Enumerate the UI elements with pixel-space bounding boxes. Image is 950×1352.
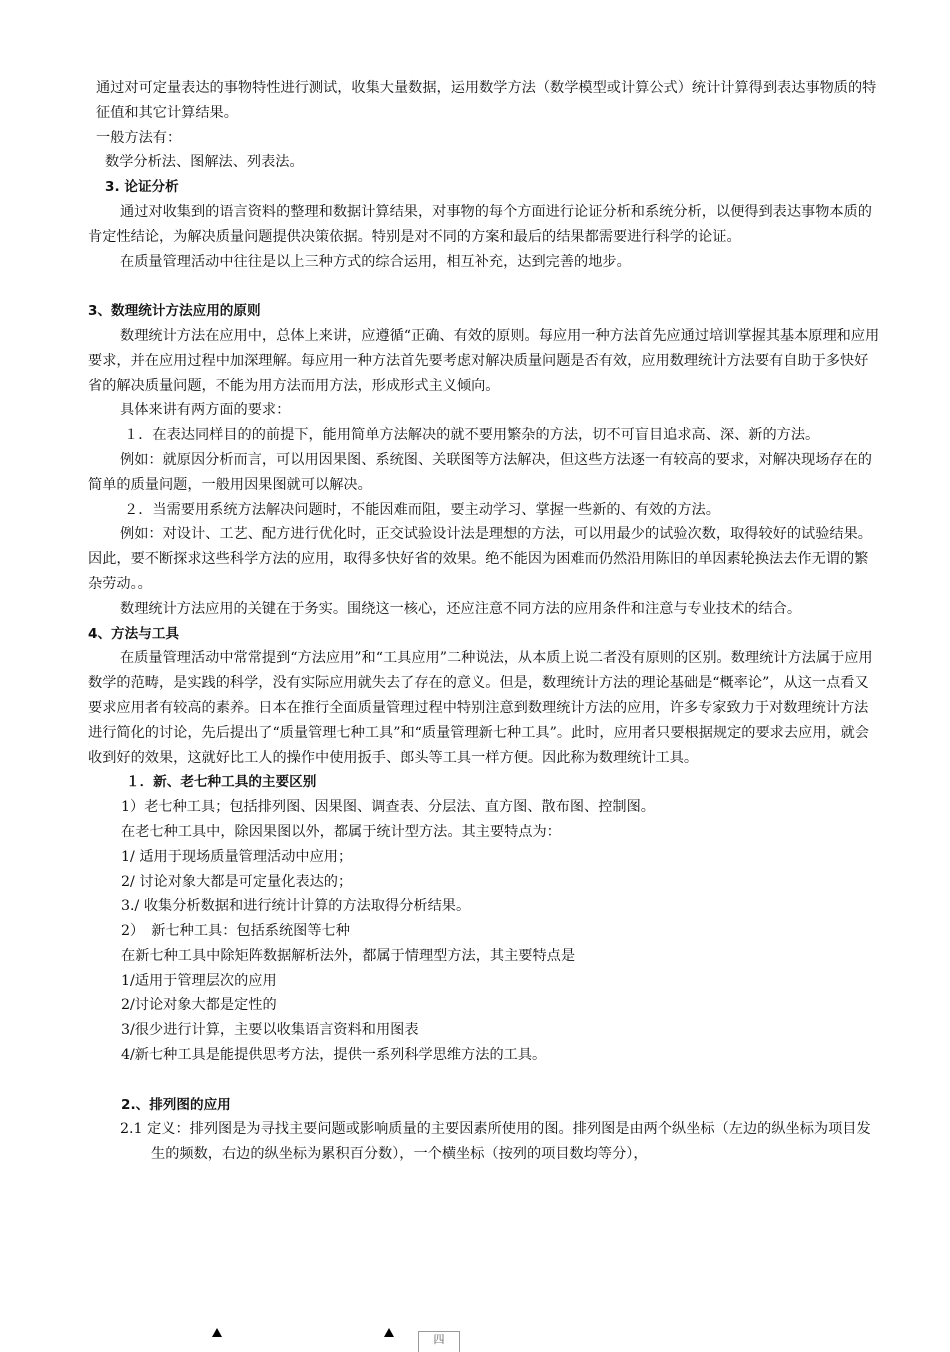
paragraph: 在老七种工具中，除因果图以外，都属于统计型方法。其主要特点为：	[121, 823, 561, 840]
subsection-heading: １．新、老七种工具的主要区别	[126, 774, 317, 791]
paragraph: 在新七种工具中除矩阵数据解析法外，都属于情理型方法，其主要特点是	[121, 947, 576, 964]
list-item: 4/新七种工具是能提供思考方法，提供一系列科学思维方法的工具。	[121, 1047, 547, 1064]
up-arrow-icon	[212, 1328, 222, 1337]
paragraph: 数理统计方法在应用中，总体上来讲，应遵循“正确、有效的原则。每应用一种方法首先应通过培训掌握其基本原理和应用要求，并在应用过程中加深理解。每应用一种方法首先要考虑对解决质量问题是否有效，应用数理统计方法要有自助于多快好省的解决质量问题，不能为用方法而用方法，形成形式主义倾向。	[88, 327, 880, 394]
list-item: 2/ 讨论对象大都是可定量化表达的；	[121, 873, 353, 890]
paragraph: 在质量管理活动中往往是以上三种方式的综合运用，相互补充，达到完善的地步。	[120, 253, 631, 270]
page-footer	[88, 1324, 880, 1344]
list-item: 1/适用于管理层次的应用	[121, 972, 277, 989]
paragraph: 例如：就原因分析而言，可以用因果图、系统图、关联图等方法解决，但这些方法逐一有较高的要求，对解决现场存在的简单的质量问题，一般用因果图就可以解决。	[88, 451, 872, 493]
page-tab: 四	[418, 1331, 460, 1352]
list-item: 3./ 收集分析数据和进行统计计算的方法取得分析结果。	[121, 898, 471, 915]
list-item: 2） 新七种工具：包括系统图等七种	[121, 923, 350, 940]
paragraph: ２．当需要用系统方法解决问题时，不能因难而阻，要主动学习、掌握一些新的、有效的方法。	[124, 501, 720, 518]
paragraph: 例如：对设计、工艺、配方进行优化时，正交试验设计法是理想的方法，可以用最少的试验次数，取得较好的试验结果。因此，要不断探求这些科学方法的应用，取得多快好省的效果。绝不能因为困难而仍然沿用陈旧的单因素轮换法去作无谓的繁杂劳动。。	[88, 526, 872, 592]
up-arrow-icon	[384, 1328, 394, 1337]
list-item: 1/ 适用于现场质量管理活动中应用；	[121, 848, 353, 865]
paragraph: 通过对可定量表达的事物特性进行测试，收集大量数据，运用数学方法（数学模型或计算公式）统计计算得到表达事物质的特征值和其它计算结果。	[96, 80, 877, 121]
paragraph: １．在表达同样目的的前提下，能用简单方法解决的就不要用繁杂的方法，切不可盲目追求高、深、新的方法。	[124, 427, 820, 444]
paragraph: 数学分析法、图解法、列表法。	[105, 154, 304, 171]
paragraph: 一般方法有：	[96, 129, 182, 146]
paragraph: 在质量管理活动中常常提到“方法应用”和“工具应用”二种说法，从本质上说二者没有原则的区别。数理统计方法属于应用数学的范畴，是实践的科学，没有实际应用就失去了存在的意义。但是，数理统计方法的理论基础是“概率论”，从这一点看又要求应用者有较高的素养。日本在推行全面质量管理过程中特别注意到数理统计方法的应用，许多专家致力于对数理统计方法进行简化的讨论，先后提出了“质量管理七种工具”和“质量管理新七种工具”。此时，应用者只要根据规定的要求去应用，就会收到好的效果，这就好比工人的操作中使用扳手、郎头等工具一样方便。因此称为数理统计工具。	[88, 650, 873, 766]
spacer	[88, 1068, 880, 1093]
paragraph: 数理统计方法应用的关键在于务实。围绕这一核心，还应注意不同方法的应用条件和注意与专业技术的结合。	[120, 600, 802, 617]
document-body	[88, 76, 880, 1167]
paragraph: 具体来讲有两方面的要求：	[120, 402, 291, 419]
list-item: 1）老七种工具；包括排列图、因果图、调查表、分层法、直方图、散布图、控制图。	[121, 799, 655, 816]
section-heading: 3、数理统计方法应用的原则	[88, 303, 261, 320]
section-heading: 2.、排列图的应用	[121, 1096, 231, 1113]
list-item: 2/讨论对象大都是定性的	[121, 997, 277, 1014]
section-heading: 4、方法与工具	[88, 625, 180, 642]
paragraph: 通过对收集到的语言资料的整理和数据计算结果，对事物的每个方面进行论证分析和系统分析，以便得到表达事物本质的肯定性结论，为解决质量问题提供决策依据。特别是对不同的方案和最后的结果都需要进行科学的论证。	[88, 203, 872, 245]
list-item: 3/很少进行计算，主要以收集语言资料和用图表	[121, 1022, 419, 1039]
spacer	[88, 274, 880, 299]
definition-paragraph: 2.1 定义：排列图是为寻找主要问题或影响质量的主要因素所使用的图。排列图是由两个纵坐标（左边的纵坐标为项目发生的频数，右边的纵坐标为累积百分数），一个横坐标（按列的项目数均等分），	[120, 1121, 871, 1163]
section-heading: 3. 论证分析	[105, 179, 179, 196]
